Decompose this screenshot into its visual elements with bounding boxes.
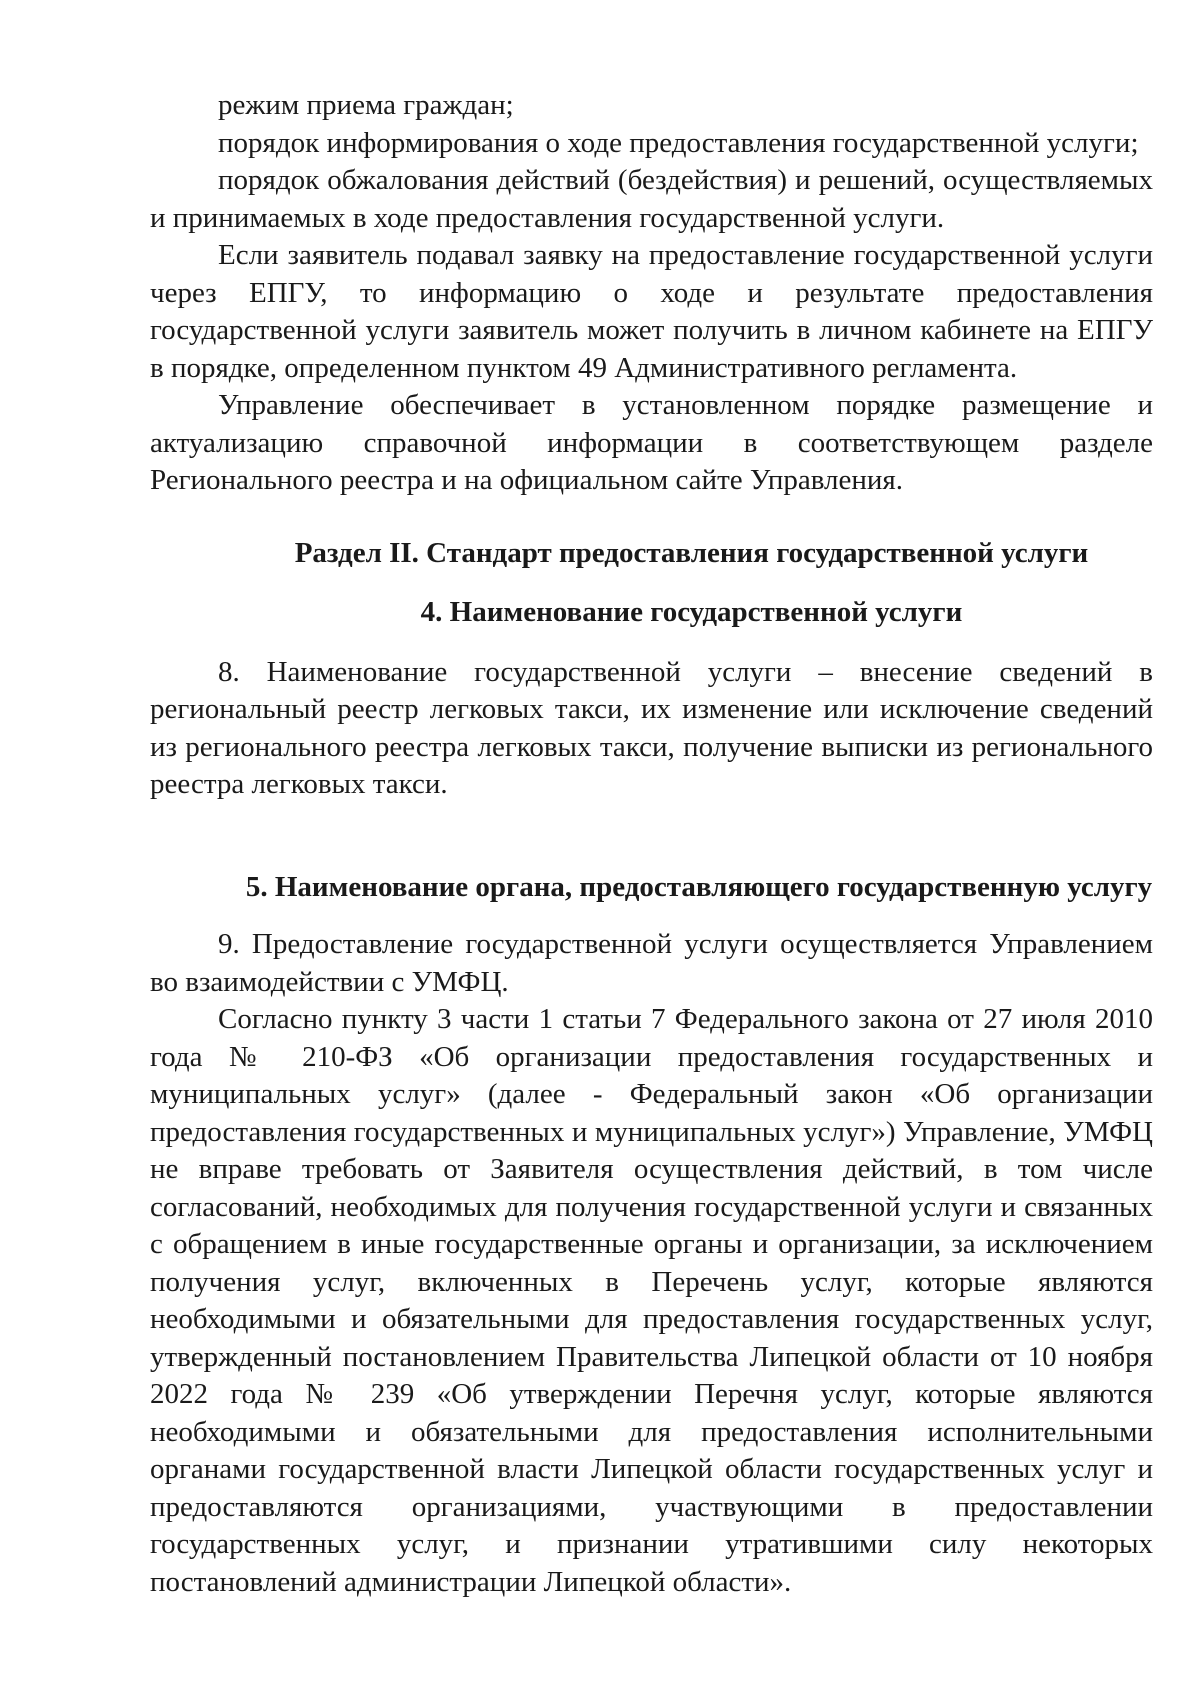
subsection-5-heading: 5. Наименование органа, предоставляющего государственную услугу — [245, 870, 1153, 903]
paragraph-appeal-procedure: порядок обжалования действий (бездействия) и решений, осуществляемых и принимаемых в ходе предоставления государственной услуги. — [150, 164, 1153, 234]
paragraph-informing-procedure: порядок информирования о ходе предоставления государственной услуги; — [218, 126, 1139, 159]
section-heading: Раздел II. Стандарт предоставления государственной услуги — [294, 536, 1089, 569]
subsection-4-heading: 4. Наименование государственной услуги — [420, 596, 963, 628]
paragraph-epgu-info: Если заявитель подавал заявку на предоставление государственной услуги через ЕПГУ, то информацию о ходе и результате предоставления государственной услуги заявитель может получить в личном кабинете на ЕПГУ в порядке, определенном пунктом 49 Административного регламента. — [150, 239, 1153, 384]
paragraph-8: 8. Наименование государственной услуги – внесение сведений в региональный реестр легковых такси, их изменение или исключение сведений из регионального реестра легковых такси, получение выписки из регионального реестра легковых такси. — [150, 655, 1153, 800]
document-body — [150, 87, 1153, 1601]
paragraph-reception-mode: режим приема граждан; — [218, 89, 514, 121]
paragraph-federal-law: Согласно пункту 3 части 1 статьи 7 Федерального закона от 27 июля 2010 года № 210-ФЗ «Об организации предоставления государственных и муниципальных услуг» (далее - Федеральный закон «Об организации предоставления государственных и муниципальных услуг») Управление, УМФЦ не вправе требовать от Заявителя осуществления действий, в том числе согласований, необходимых для получения государственной услуги и связанных с обращением в иные государственные органы и организации, за исключением получения услуг, включенных в Перечень услуг, которые являются необходимыми и обязательными для предоставления государственных услуг, утвержденный постановлением Правительства Липецкой области от 10 ноября 2022 года № 239 «Об утверждении Перечня услуг, которые являются необходимыми и обязательными для предоставления исполнительными органами государственной власти Липецкой области государственных услуг и предоставляются организациями, участвующими в предоставлении государственных услуг, и признании утратившими силу некоторых постановлений администрации Липецкой области». — [150, 1003, 1153, 1598]
paragraph-reference-info: Управление обеспечивает в установленном порядке размещение и актуализацию справочной информации в соответствующем разделе Регионального реестра и на официальном сайте Управления. — [150, 389, 1153, 496]
paragraph-9: 9. Предоставление государственной услуги осуществляется Управлением во взаимодействии с УМФЦ. — [150, 928, 1153, 998]
